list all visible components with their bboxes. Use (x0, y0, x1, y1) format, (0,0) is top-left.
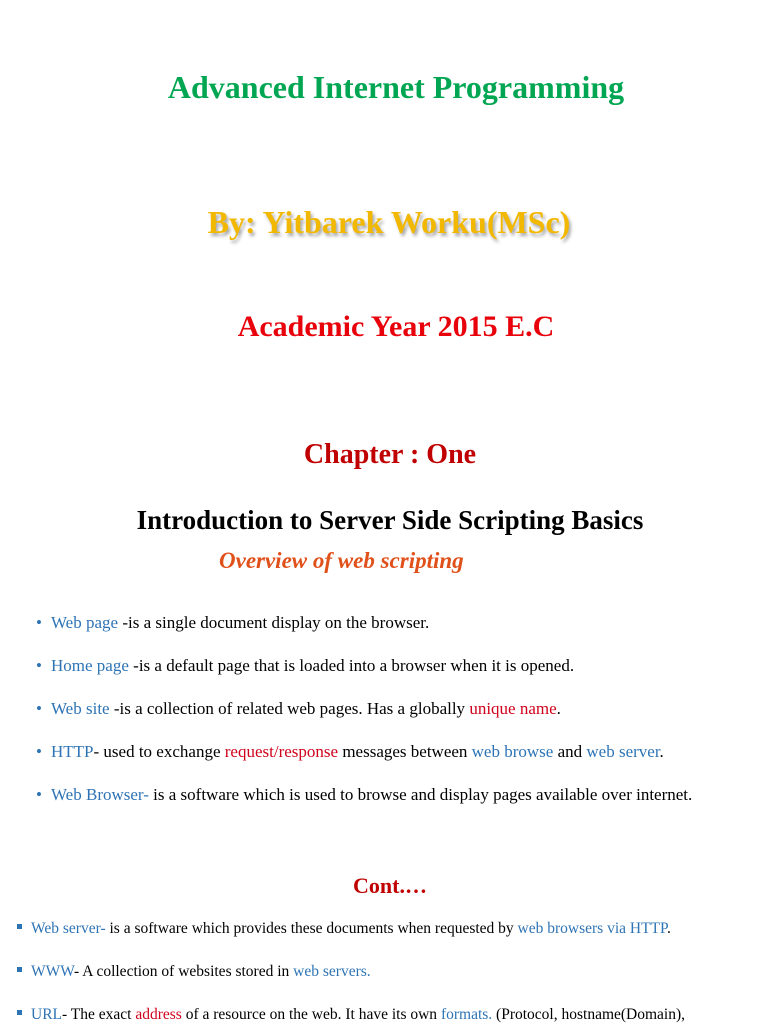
bullet-icon: • (36, 656, 42, 675)
item-www (16, 959, 768, 985)
definition-web-page (36, 610, 756, 636)
term: Home page (51, 656, 129, 675)
term: Web page (51, 613, 119, 632)
definition-text: is a default page that is loaded into a browser when it is opened. (138, 656, 575, 675)
section-title: Overview of web scripting (219, 548, 464, 573)
chapter-title: Introduction to Server Side Scripting Basics (136, 505, 644, 535)
definition-text: and (553, 742, 587, 761)
highlight-text: web servers. (293, 963, 371, 980)
term-separator: - (93, 742, 104, 761)
item-text: - A collection of websites stored in (74, 963, 294, 980)
cont-heading: Cont.… (353, 873, 427, 898)
item-text-end: (Protocol, hostname(Domain), (492, 1006, 686, 1023)
term: HTTP (51, 742, 94, 761)
highlight-text: web browse (471, 742, 554, 761)
item-text-end: . (666, 920, 671, 937)
highlight-text: address (135, 1006, 182, 1023)
item-text: of a resource on the web. It have its own (181, 1006, 441, 1023)
bullet-icon: • (36, 699, 42, 718)
highlight-text: unique name (469, 699, 557, 718)
term-separator: - (109, 699, 120, 718)
author-line: By: Yitbarek Worku(MSc) (207, 204, 571, 240)
square-bullet-icon (17, 1010, 22, 1015)
highlight-text: web server (586, 742, 660, 761)
highlight-text: web browsers via HTTP (517, 920, 667, 937)
highlight-text: request/response (224, 742, 339, 761)
square-bullet-icon (17, 967, 22, 972)
item-text: is a software which provides these documents when requested by (105, 920, 518, 937)
term: Web Browser- (51, 785, 149, 804)
item-text: - The exact (62, 1006, 136, 1023)
definition-text: is a collection of related web pages. Has a globally (119, 699, 470, 718)
bullet-icon: • (36, 613, 42, 632)
term-separator: - (118, 613, 128, 632)
definition-web-site (36, 696, 756, 722)
cont-list (16, 916, 768, 1024)
definition-text: used to exchange (103, 742, 225, 761)
term: WWW (31, 963, 75, 980)
term: Web site (51, 699, 110, 718)
term: URL (31, 1006, 62, 1023)
definition-home-page (36, 653, 756, 679)
definition-text: messages between (338, 742, 472, 761)
academic-year: Academic Year 2015 E.C (237, 310, 555, 343)
definition-text-end: . (556, 699, 561, 718)
term-separator: - (128, 656, 139, 675)
definition-text: is a software which is used to browse and display pages available over internet. (148, 785, 693, 804)
chapter-heading: Chapter : One (303, 439, 477, 470)
term: Web server- (31, 920, 106, 937)
highlight-text: formats. (440, 1006, 493, 1023)
item-web-server (16, 916, 768, 942)
bullet-icon: • (36, 742, 42, 761)
definition-web-browser (36, 778, 756, 812)
definition-text: is a single document display on the browser. (128, 613, 430, 632)
slide-title: Advanced Internet Programming (167, 69, 625, 105)
definition-http (36, 739, 756, 765)
definition-text-end: . (659, 742, 664, 761)
bullet-icon: • (36, 785, 42, 804)
item-url (16, 1002, 768, 1024)
definition-list (36, 610, 756, 829)
square-bullet-icon (17, 924, 22, 929)
